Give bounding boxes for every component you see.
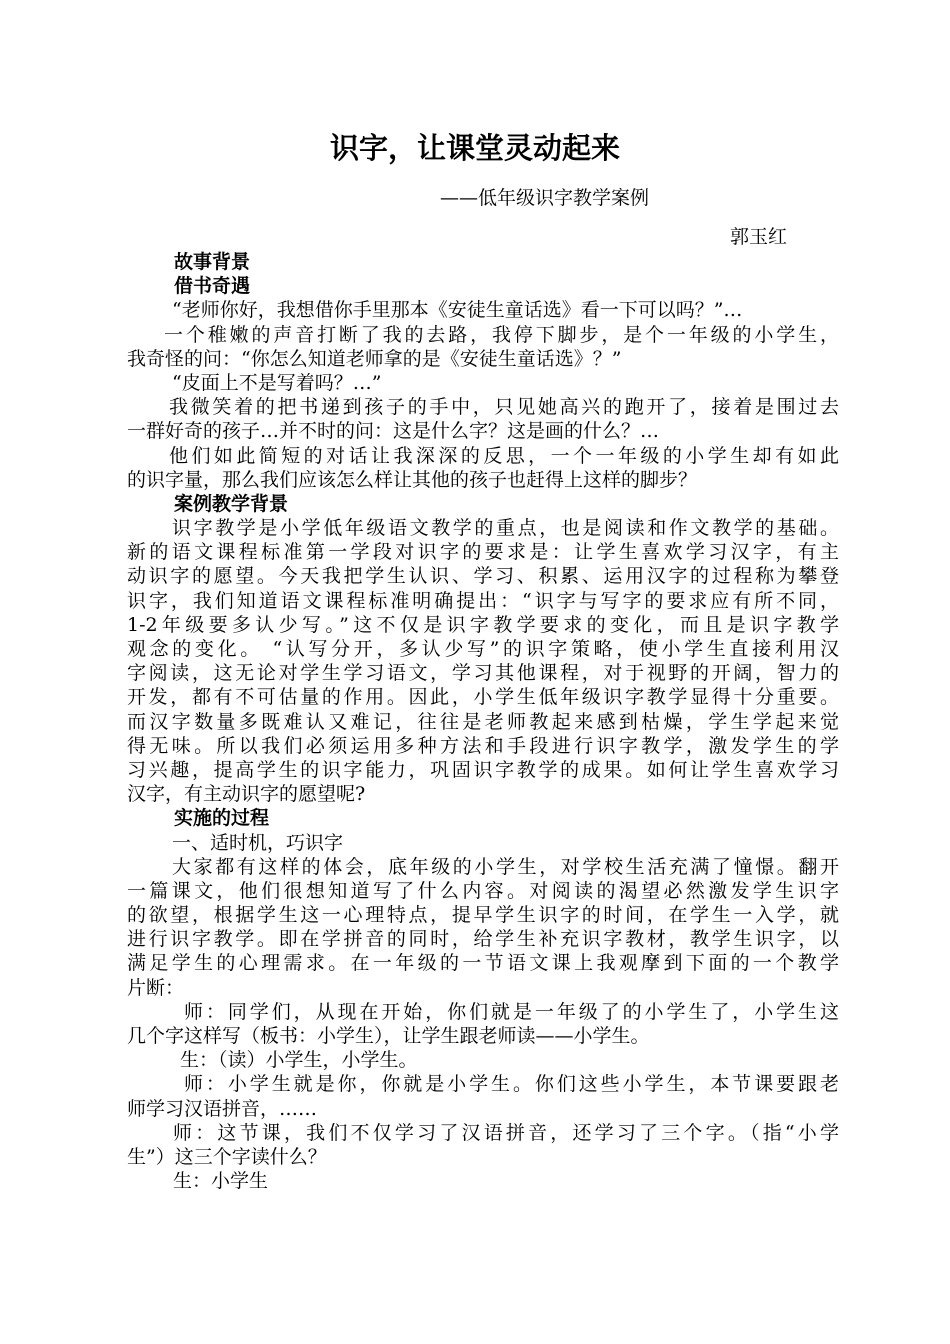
paragraph-line: 的识字量，那么我们应该怎么样让其他的孩子也赶得上这样的脚步？: [127, 468, 698, 491]
paragraph-line: 片断：: [127, 976, 185, 999]
paragraph-line: 而汉字数量多既难认又难记，往往是老师教起来感到枯燥，学生学起来觉: [127, 710, 839, 733]
page-subtitle: ——低年级识字教学案例: [440, 187, 650, 209]
paragraph-line: 开发，都有不可估量的作用。因此，小学生低年级识字教学显得十分重要。: [127, 686, 839, 709]
paragraph-line: 大家都有这样的体会，底年级的小学生，对学校生活充满了憧憬。翻开: [172, 855, 839, 878]
section-heading-borrow-book: 借书奇遇: [174, 275, 251, 298]
dialogue-line: 生：小学生: [173, 1170, 269, 1193]
paragraph-line: 识字教学是小学低年级语文教学的重点，也是阅读和作文教学的基础。: [172, 517, 839, 540]
paragraph-line: 字阅读，这无论对学生学习语文，学习其他课程，对于视野的开阔，智力的: [127, 662, 839, 685]
subsection-heading: 一、适时机，巧识字: [172, 831, 344, 854]
dialogue-line: 几个字这样写（板书：小学生），让学生跟老师读——小学生。: [127, 1025, 650, 1047]
paragraph-line: 一个稚嫩的声音打断了我的去路，我停下脚步，是个一年级的小学生，: [164, 323, 839, 346]
section-heading-story-background: 故事背景: [174, 251, 251, 273]
section-heading-case-background: 案例教学背景: [174, 492, 289, 515]
dialogue-line: 生”）这三个字读什么？: [127, 1145, 327, 1168]
paragraph-line: 识字，我们知道语文课程标准明确提出：“识字与写字的要求应有所不同，: [127, 589, 839, 612]
paragraph-line: 他们如此简短的对话让我深深的反思，一个一年级的小学生却有如此: [169, 444, 839, 467]
dialogue-line: 师学习汉语拼音，……: [127, 1097, 318, 1120]
paragraph-line: 的欲望，根据学生这一心理特点，提早学生识字的时间，在学生一入学，就: [127, 904, 839, 927]
paragraph-line: “老师你好，我想借你手里那本《安徒生童话选》看一下可以吗？”…: [172, 299, 743, 322]
section-heading-process: 实施的过程: [174, 807, 270, 830]
paragraph-line: 满足学生的心理需求。在一年级的一节语文课上我观摩到下面的一个教学: [127, 952, 839, 975]
paragraph-line: 进行识字教学。即在学拼音的同时，给学生补充识字教材，教学生识字，以: [127, 928, 839, 951]
paragraph-line: 我奇怪的问：“你怎么知道老师拿的是《安徒生童话选》？”: [127, 347, 622, 370]
paragraph-line: 得无味。所以我们必须运用多种方法和手段进行识字教学，激发学生的学: [127, 734, 839, 757]
paragraph-line: 新的语文课程标准第一学段对识字的要求是：让学生喜欢学习汉字，有主: [127, 541, 839, 564]
paragraph-line: 一群好奇的孩子…并不时的问：这是什么字？这是画的什么？…: [127, 420, 660, 443]
dialogue-line: 师：这节课，我们不仅学习了汉语拼音，还学习了三个字。（指“小学: [173, 1121, 839, 1144]
paragraph-line: “皮面上不是写着吗？…”: [172, 371, 382, 394]
paragraph-line: 一篇课文，他们很想知道写了什么内容。对阅读的渴望必然激发学生识字: [127, 879, 839, 902]
paragraph-line: 1-2年级要多认少写。”这不仅是识字教学要求的变化，而且是识字教学: [127, 613, 839, 636]
author-name: 郭玉红: [730, 226, 788, 248]
dialogue-line: 师：同学们，从现在开始，你们就是一年级了的小学生了，小学生这: [184, 1000, 839, 1023]
body-text: [127, 250, 839, 1193]
paragraph-line: 习兴趣，提高学生的识字能力，巩固识字教学的成果。如何让学生喜欢学习: [127, 758, 839, 781]
dialogue-line: 生：（读）小学生，小学生。: [180, 1049, 418, 1072]
paragraph-line: 汉字，有主动识字的愿望呢?: [127, 783, 366, 806]
dialogue-line: 师：小学生就是你，你就是小学生。你们这些小学生，本节课要跟老: [184, 1073, 839, 1096]
paragraph-line: 观念的变化。 “认写分开，多认少写”的识字策略，使小学生直接利用汉: [127, 638, 839, 660]
paragraph-line: 我微笑着的把书递到孩子的手中，只见她高兴的跑开了，接着是围过去: [169, 396, 839, 419]
paragraph-line: 动识字的愿望。今天我把学生认识、学习、积累、运用汉字的过程称为攀登: [127, 565, 839, 588]
page-title: 识字，让课堂灵动起来: [329, 131, 620, 165]
